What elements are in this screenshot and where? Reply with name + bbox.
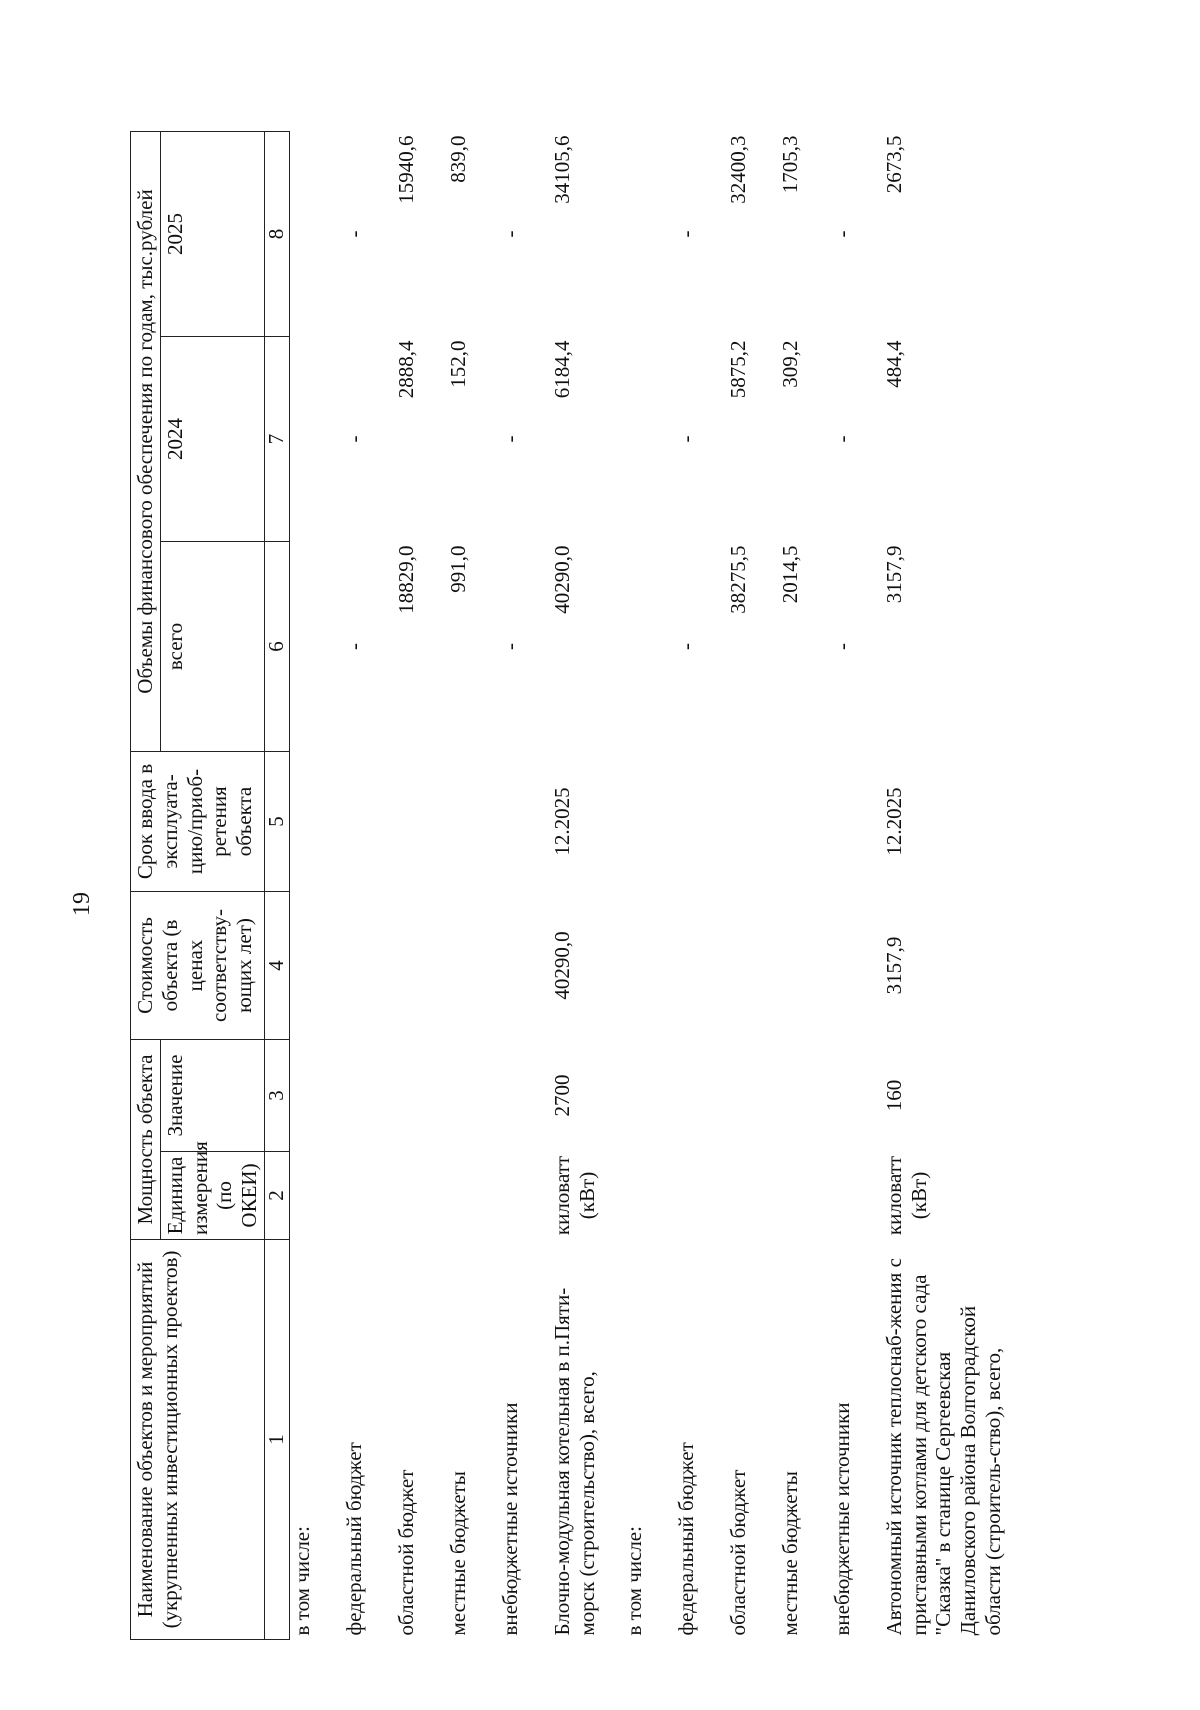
col-number: 3 xyxy=(264,1040,289,1152)
row-term: 12.2025 xyxy=(549,787,574,856)
row-value: 160 xyxy=(881,1079,906,1112)
row-value xyxy=(726,1040,778,1152)
row-total: 40290,0 xyxy=(549,545,574,614)
table-row xyxy=(394,131,446,1639)
col-number: 8 xyxy=(264,131,289,336)
row-unit xyxy=(289,1152,342,1240)
row-name: местные бюджеты xyxy=(777,1471,802,1636)
header-finance-group: Объемы финансового обеспечения по годам, тыс.рублей xyxy=(131,131,161,751)
header-year-2025: 2025 xyxy=(160,131,264,336)
row-cost xyxy=(446,892,498,1040)
rotated-table-sheet xyxy=(130,132,1070,1640)
header-value: Значение xyxy=(160,1040,264,1152)
row-2025: - xyxy=(341,230,366,238)
row-2025 xyxy=(289,131,342,336)
row-total: 38275,5 xyxy=(725,545,750,614)
row-unit xyxy=(726,1152,778,1240)
row-2024: - xyxy=(497,435,522,443)
row-term xyxy=(498,752,550,892)
row-name: федеральный бюджет xyxy=(673,1442,698,1636)
row-total: 18829,0 xyxy=(393,545,418,614)
page-number: 19 xyxy=(69,892,95,916)
table-row xyxy=(882,131,1042,1639)
row-value: 2700 xyxy=(549,1074,574,1117)
row-2025: 32400,3 xyxy=(725,135,750,204)
row-term xyxy=(289,752,342,892)
col-number: 4 xyxy=(264,892,289,1040)
header-total: всего xyxy=(160,542,264,752)
row-name: Блочно-модульная котельная в п.Пяти-морск (строительство), всего, xyxy=(549,1287,599,1636)
row-total: - xyxy=(341,643,366,650)
row-2025: 839,0 xyxy=(445,135,470,183)
row-total: 991,0 xyxy=(445,545,470,593)
row-cost xyxy=(726,892,778,1040)
table-row xyxy=(550,131,622,1639)
row-cost xyxy=(674,892,726,1040)
row-cost xyxy=(778,892,830,1040)
row-cost xyxy=(498,892,550,1040)
row-2024: 484,4 xyxy=(881,340,906,388)
row-2024: 309,2 xyxy=(777,340,802,388)
row-2025: 15940,6 xyxy=(393,135,418,204)
row-name: внебюджетные источники xyxy=(497,1402,522,1636)
row-total xyxy=(289,542,342,752)
row-name: областной бюджет xyxy=(725,1469,750,1636)
header-cost: Стоимость объекта (в ценах соответству-ющих лет) xyxy=(131,892,265,1040)
row-value xyxy=(289,1040,342,1152)
col-number: 1 xyxy=(264,1240,289,1640)
table-row xyxy=(622,131,674,1639)
row-2025: 2673,5 xyxy=(881,135,906,194)
row-term xyxy=(674,752,726,892)
row-unit xyxy=(830,1152,882,1240)
row-total: - xyxy=(673,643,698,650)
row-unit xyxy=(342,1152,394,1240)
row-2024: - xyxy=(341,435,366,443)
row-2025: - xyxy=(497,230,522,238)
row-total: 3157,9 xyxy=(881,545,906,604)
row-name: Автономный источник теплоснаб-жения с приставными котлами для детского сада "Сказка" в станице Сергеевская Даниловского района Волгоградской области (строитель-ство), всего, xyxy=(881,1258,1005,1636)
row-unit xyxy=(394,1152,446,1240)
col-number: 7 xyxy=(264,337,289,542)
header-object-name: Наименование объектов и мероприятий (укрупненных инвестиционных проектов) xyxy=(131,1240,265,1640)
header-unit: Единица измерения (по ОКЕИ) xyxy=(160,1152,264,1240)
row-cost: 40290,0 xyxy=(549,931,574,1000)
row-2024: 2888,4 xyxy=(393,340,418,399)
table-row xyxy=(342,131,394,1639)
table-row xyxy=(726,131,778,1639)
row-value xyxy=(778,1040,830,1152)
row-total: - xyxy=(497,643,522,650)
financing-table xyxy=(130,131,1042,1640)
row-term xyxy=(830,752,882,892)
row-2024: 6184,4 xyxy=(549,340,574,399)
row-unit: киловатт (кВт) xyxy=(549,1155,599,1236)
row-term: 12.2025 xyxy=(881,787,906,856)
row-value xyxy=(498,1040,550,1152)
row-2024: 5875,2 xyxy=(725,340,750,399)
col-number: 6 xyxy=(264,542,289,752)
row-term xyxy=(342,752,394,892)
row-term xyxy=(394,752,446,892)
row-name: в том числе: xyxy=(289,1526,314,1636)
row-unit xyxy=(674,1152,726,1240)
row-total: 2014,5 xyxy=(777,545,802,604)
row-cost xyxy=(342,892,394,1040)
row-2024 xyxy=(622,337,674,542)
header-year-2024: 2024 xyxy=(160,337,264,542)
col-number: 2 xyxy=(264,1152,289,1240)
header-term: Срок ввода в эксплуата-цию/приоб-ретения объекта xyxy=(131,752,265,892)
row-name: федеральный бюджет xyxy=(341,1442,366,1636)
table-row xyxy=(446,131,498,1639)
row-name: областной бюджет xyxy=(393,1469,418,1636)
row-value xyxy=(830,1040,882,1152)
row-term xyxy=(622,752,674,892)
row-2025: - xyxy=(673,230,698,238)
row-term xyxy=(726,752,778,892)
row-unit: киловатт (кВт) xyxy=(881,1155,931,1236)
row-cost xyxy=(394,892,446,1040)
row-term xyxy=(778,752,830,892)
col-number: 5 xyxy=(264,752,289,892)
row-total: - xyxy=(829,643,854,650)
row-unit xyxy=(622,1152,674,1240)
row-cost xyxy=(289,892,342,1040)
table-row xyxy=(498,131,550,1639)
row-value xyxy=(342,1040,394,1152)
row-name: внебюджетные источники xyxy=(829,1402,854,1636)
row-unit xyxy=(778,1152,830,1240)
row-2025: 1705,3 xyxy=(777,135,802,194)
row-2024: - xyxy=(673,435,698,443)
table-row xyxy=(830,131,882,1639)
row-cost: 3157,9 xyxy=(881,936,906,995)
row-unit xyxy=(498,1152,550,1240)
row-2025: - xyxy=(829,230,854,238)
row-term xyxy=(446,752,498,892)
row-value xyxy=(622,1040,674,1152)
row-2024 xyxy=(289,337,342,542)
row-2024: - xyxy=(829,435,854,443)
row-value xyxy=(674,1040,726,1152)
row-value xyxy=(446,1040,498,1152)
row-2024: 152,0 xyxy=(445,340,470,388)
header-power-group: Мощность объекта xyxy=(131,1040,161,1240)
row-cost xyxy=(830,892,882,1040)
table-row xyxy=(674,131,726,1639)
row-2025: 34105,6 xyxy=(549,135,574,204)
row-unit xyxy=(446,1152,498,1240)
row-name: местные бюджеты xyxy=(445,1471,470,1636)
table-row xyxy=(778,131,830,1639)
row-2025 xyxy=(622,131,674,336)
row-name: в том числе: xyxy=(621,1526,646,1636)
row-total xyxy=(622,542,674,752)
row-cost xyxy=(622,892,674,1040)
table-row xyxy=(289,131,342,1639)
row-value xyxy=(394,1040,446,1152)
